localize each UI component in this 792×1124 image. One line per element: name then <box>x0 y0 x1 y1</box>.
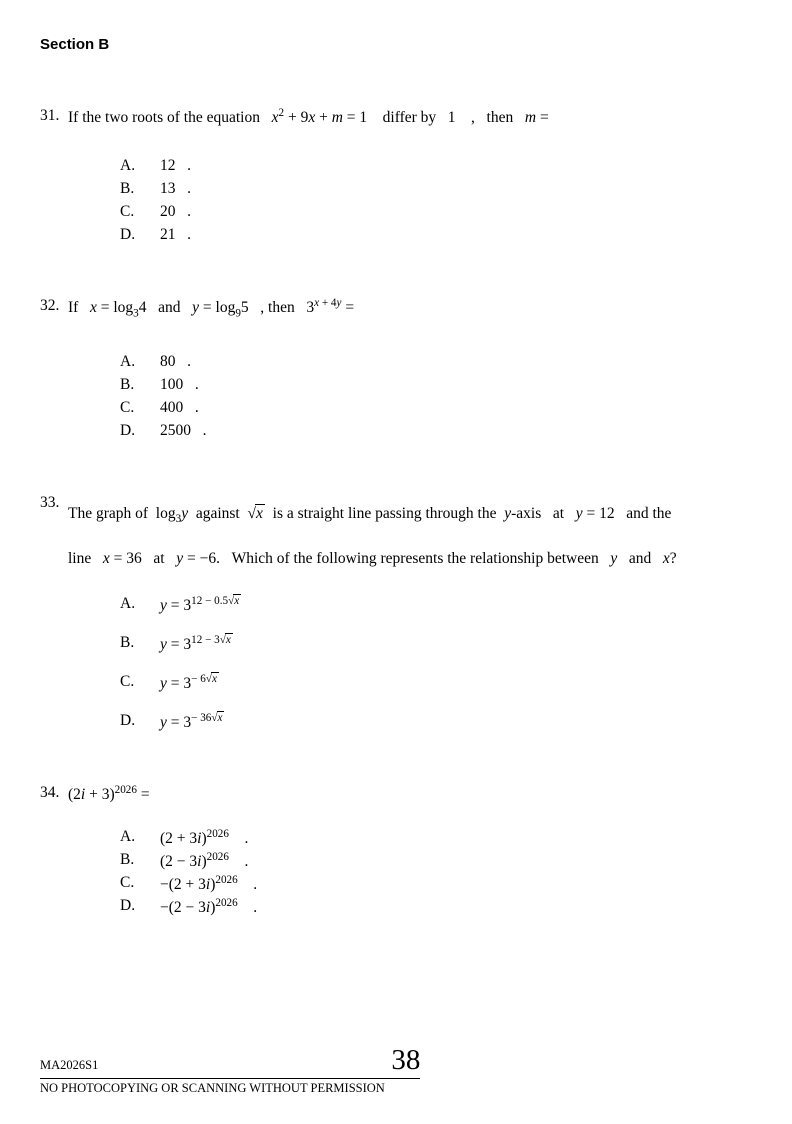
question-number: 34. <box>40 784 60 801</box>
question-number: 32. <box>40 297 60 314</box>
option-text: 20 . <box>160 203 191 221</box>
question-prompt: The graph of $\log_3y$ against √x is a straight line passing through the y-axis at y = 12 and the line x = 36 at y = −6. Which of the following represents the relationship between y and x? <box>68 505 677 568</box>
option-label: A. <box>120 353 136 371</box>
option-label: A. <box>120 828 136 846</box>
option-row <box>120 353 754 376</box>
option-label: A. <box>120 157 136 175</box>
option-text: 21 . <box>160 226 191 244</box>
option-row <box>120 376 754 399</box>
option-row <box>120 828 754 851</box>
question-number: 33. <box>40 494 60 511</box>
question-31-options <box>120 157 754 249</box>
option-text: $y = 3^{- 6√x}$ <box>160 673 217 693</box>
option-row <box>120 712 754 751</box>
option-label: B. <box>120 376 135 394</box>
option-label: B. <box>120 851 135 869</box>
option-text: 80 . <box>160 353 191 371</box>
option-row <box>120 399 754 422</box>
option-row <box>120 595 754 634</box>
option-text: 400 . <box>160 399 199 417</box>
option-row <box>120 226 754 249</box>
question-prompt: $(2i + 3)^{2026}$ = <box>68 784 150 804</box>
option-label: C. <box>120 874 135 892</box>
copyright-notice: NO PHOTOCOPYING OR SCANNING WITHOUT PERMISSION <box>40 1081 385 1095</box>
option-label: C. <box>120 203 135 221</box>
question-31-prompt-line <box>40 107 754 127</box>
option-row <box>120 897 754 920</box>
option-row <box>120 874 754 897</box>
section-title: Section B <box>40 36 110 53</box>
option-text: 12 . <box>160 157 191 175</box>
question-34 <box>40 784 754 920</box>
option-text: $y = 3^{12 - 3√x}$ <box>160 634 231 654</box>
option-text: $-(2 + 3i)^{2026}$ . <box>160 874 258 894</box>
paper-code: MA2026S1 <box>40 1058 99 1072</box>
question-32-prompt-line <box>40 297 754 319</box>
option-label: D. <box>120 897 136 915</box>
option-label: D. <box>120 226 136 244</box>
question-prompt: If the two roots of the equation $x^2 + 9x + m = 1$ differ by 1 , then m = <box>68 107 549 127</box>
question-number: 31. <box>40 107 60 124</box>
option-row <box>120 851 754 874</box>
question-32-options <box>120 353 754 445</box>
footer-divider <box>40 1078 420 1079</box>
option-text: $(2 - 3i)^{2026}$ . <box>160 851 249 871</box>
page-footer <box>40 1046 754 1096</box>
option-label: D. <box>120 712 136 730</box>
option-text: $-(2 - 3i)^{2026}$ . <box>160 897 258 917</box>
question-33-prompt-line <box>40 494 754 579</box>
option-label: A. <box>120 595 136 613</box>
option-text: 100 . <box>160 376 199 394</box>
question-31 <box>40 107 754 249</box>
option-row <box>120 157 754 180</box>
option-text: 13 . <box>160 180 191 198</box>
option-row <box>120 634 754 673</box>
question-34-prompt-line <box>40 784 754 804</box>
question-32 <box>40 297 754 445</box>
question-33-options <box>120 595 754 751</box>
option-text: $y = 3^{12 - 0.5√x}$ <box>160 595 240 615</box>
question-33 <box>40 494 754 751</box>
option-label: B. <box>120 180 135 198</box>
option-label: B. <box>120 634 135 652</box>
option-text: $y = 3^{- 36√x}$ <box>160 712 223 732</box>
question-34-options <box>120 828 754 920</box>
question-prompt: If $x = \log_34$ and $y = \log_95$ , then $3^{x + 4y}$ = <box>68 297 355 320</box>
option-label: D. <box>120 422 136 440</box>
option-row <box>120 180 754 203</box>
option-label: C. <box>120 399 135 417</box>
option-row <box>120 422 754 445</box>
option-text: $(2 + 3i)^{2026}$ . <box>160 828 249 848</box>
option-label: C. <box>120 673 135 691</box>
footer-row <box>40 1046 754 1075</box>
page-number: 38 <box>391 1044 421 1076</box>
option-row <box>120 203 754 226</box>
option-row <box>120 673 754 712</box>
option-text: 2500 . <box>160 422 207 440</box>
